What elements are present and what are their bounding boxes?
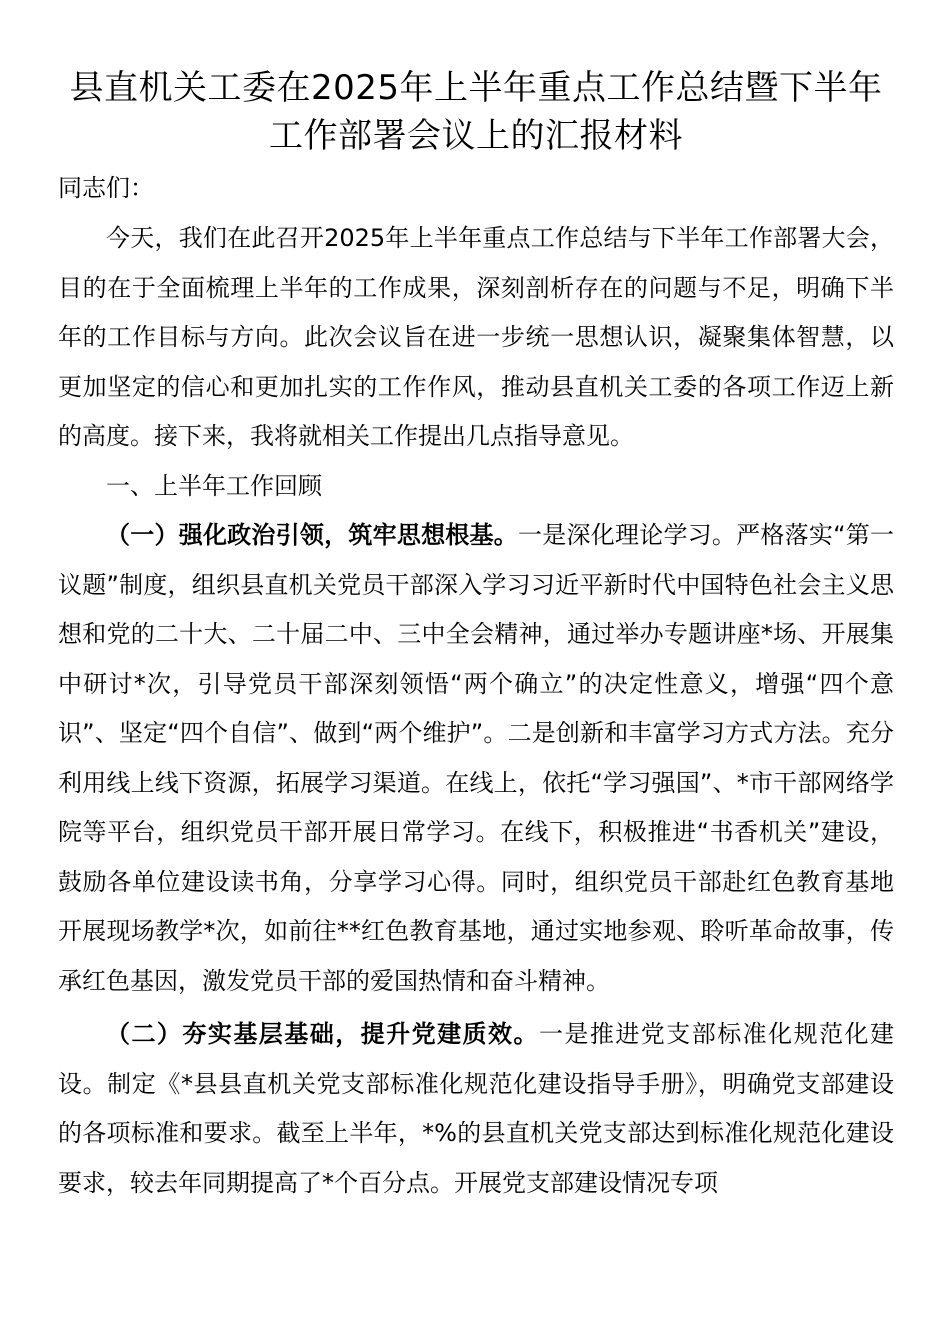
subsection-political-guidance — [58, 511, 894, 1006]
greeting: 同志们： — [58, 174, 154, 202]
subsection-lead: （一）强化政治引领，筑牢思想根基。 — [106, 521, 519, 549]
document-title: 县直机关工委在2025年上半年重点工作总结暨下半年工作部署会议上的汇报材料 — [69, 68, 883, 156]
subsection-body: 一是深化理论学习。严格落实“第一议题”制度，组织县直机关党员干部深入学习习近平新时代中国特色社会主义思想和党的二十大、二十届二中、三中全会精神，通过举办专题讲座*场、开展集中研讨*次，引导党员干部深刻领悟“两个确立”的决定性意义，增强“四个意识”、坚定“四个自信”、做到“两个维护”。二是创新和丰富学习方式方法。充分利用线上线下资源，拓展学习渠道。在线上，依托“学习强国”、*市干部网络学院等平台，组织党员干部开展日常学习。在线下，积极推进“书香机关”建设，鼓励各单位建设读书角，分享学习心得。同时，组织党员干部赴红色教育基地开展现场教学*次，如前往**红色教育基地，通过实地参观、聆听革命故事，传承红色基因，激发党员干部的爱国热情和奋斗精神。 — [58, 521, 895, 995]
subsection-grassroots-foundation — [58, 1010, 894, 1208]
subsection-body: 一是推进党支部标准化规范化建设。制定《*县县直机关党支部标准化规范化建设指导手册》，明确党支部建设的各项标准和要求。截至上半年，*%的县直机关党支部达到标准化规范化建设要求，较去年同期提高了*个百分点。开展党支部建设情况专项 — [58, 1020, 895, 1197]
subsection-lead: （二）夯实基层基础，提升党建质效。 — [106, 1020, 539, 1048]
section-heading-review: 一、上半年工作回顾 — [106, 471, 322, 500]
intro-paragraph: 今天，我们在此召开2025年上半年重点工作总结与下半年工作部署大会，目的在于全面梳理上半年的工作成果，深刻剖析存在的问题与不足，明确下半年的工作目标与方向。此次会议旨在进一步统一思想认识，凝聚集体智慧，以更加坚定的信心和更加扎实的工作作风，推动县直机关工委的各项工作迈上新的高度。接下来，我将就相关工作提出几点指导意见。 — [58, 224, 894, 450]
